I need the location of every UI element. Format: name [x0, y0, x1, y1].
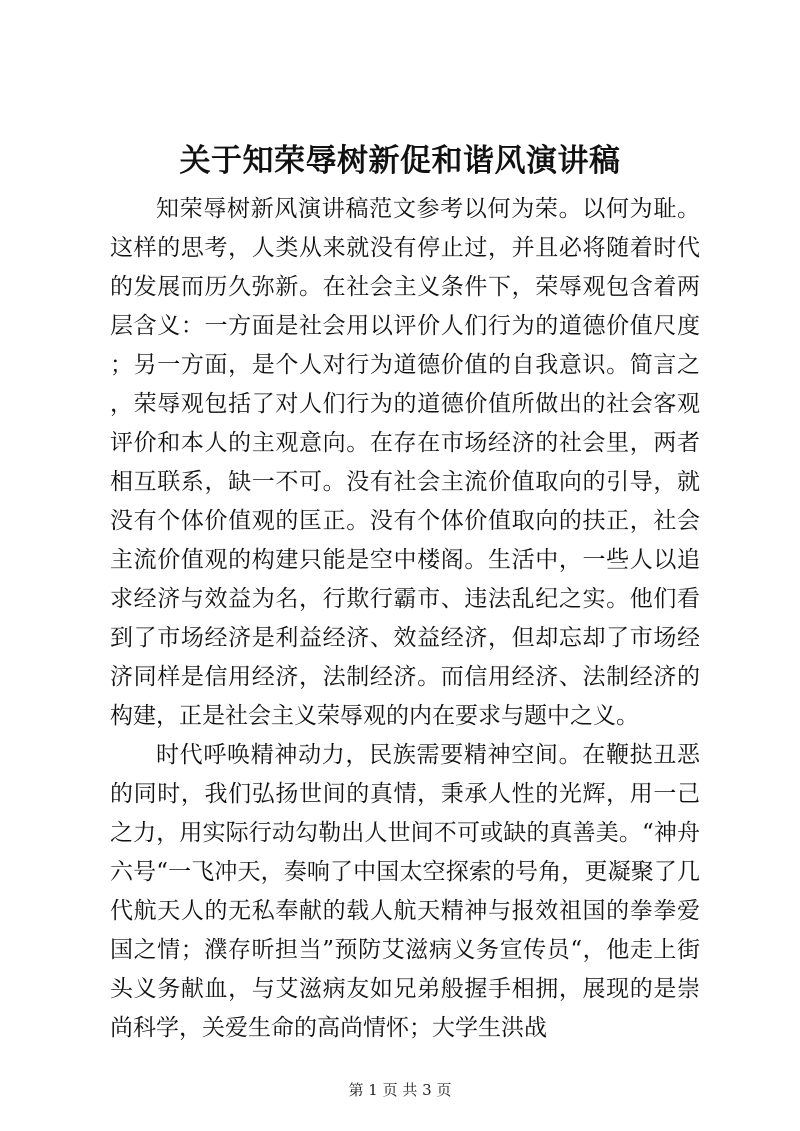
page-footer: 第 1 页 共 3 页 — [348, 1081, 452, 1099]
document-body — [110, 190, 700, 1048]
paragraph-2: 时代呼唤精神动力，民族需要精神空间。在鞭挞丑恶的同时，我们弘扬世间的真情，秉承人性的光辉，用一己之力，用实际行动勾勒出人世间不可或缺的真善美。“神舟六号“一飞冲天，奏响了中国太空探索的号角，更凝聚了几代航天人的无私奉献的载人航天精神与报效祖国的拳拳爱国之情；濮存昕担当”预防艾滋病义务宣传员“，他走上街头义务献血，与艾滋病友如兄弟般握手相拥，展现的是崇尚科学，关爱生命的高尚情怀；大学生洪战 — [110, 742, 700, 1041]
page-title: 关于知荣辱树新促和谐风演讲稿 — [179, 143, 621, 179]
paragraph-1: 知荣辱树新风演讲稿范文参考以何为荣。以何为耻。这样的思考，人类从来就没有停止过，并且必将随着时代的发展而历久弥新。在社会主义条件下，荣辱观包含着两层含义：一方面是社会用以评价人们行为的道德价值尺度；另一方面，是个人对行为道德价值的自我意识。简言之，荣辱观包括了对人们行为的道德价值所做出的社会客观评价和本人的主观意向。在存在市场经济的社会里，两者相互联系，缺一不可。没有社会主流价值取向的引导，就没有个体价值观的匡正。没有个体价值取向的扶正，社会主流价值观的构建只能是空中楼阁。生活中，一些人以追求经济与效益为名，行欺行霸市、违法乱纪之实。他们看到了市场经济是利益经济、效益经济，但却忘却了市场经济同样是信用经济，法制经济。而信用经济、法制经济的构建，正是社会主义荣辱观的内在要求与题中之义。 — [110, 196, 700, 729]
